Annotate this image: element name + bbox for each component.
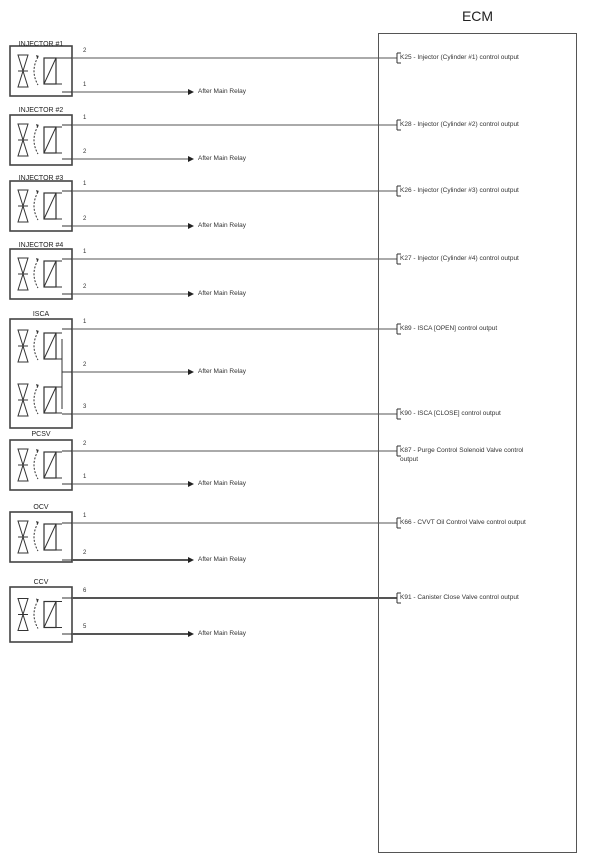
component-label-1: INJECTOR #2: [18, 107, 64, 114]
relay-arrow-4-1: [188, 369, 194, 375]
ecm-signal-label-3-0: K27 - Injector (Cylinder #4) control output: [400, 255, 519, 262]
ecm-signal-label-5-0: K87 - Purge Control Solenoid Valve control output: [400, 447, 524, 463]
relay-arrow-5-1: [188, 481, 194, 487]
pin-number-4-1: 2: [83, 362, 87, 368]
relay-arrow-0-1: [188, 89, 194, 95]
relay-label-7-1: After Main Relay: [198, 630, 247, 637]
pin-number-0-1: 1: [83, 82, 87, 88]
relay-label-4-1: After Main Relay: [198, 368, 247, 375]
pin-number-7-1: 5: [83, 624, 87, 630]
pin-number-5-1: 1: [83, 474, 87, 480]
relay-arrow-6-1: [188, 557, 194, 563]
ecm-signal-label-0-0: K25 - Injector (Cylinder #1) control output: [400, 54, 519, 61]
solenoid-symbol-1-0: [18, 124, 62, 156]
pin-number-7-0: 6: [83, 588, 87, 594]
pin-number-2-0: 1: [83, 181, 87, 187]
relay-arrow-2-1: [188, 223, 194, 229]
pin-number-2-1: 2: [83, 216, 87, 222]
component-label-0: INJECTOR #1: [18, 41, 64, 48]
ecm-signal-label-4-2: K90 - ISCA [CLOSE] control output: [400, 410, 501, 417]
solenoid-symbol-0-0: [18, 55, 62, 87]
pin-number-3-1: 2: [83, 284, 87, 290]
solenoid-symbol-4-0: [18, 330, 62, 362]
relay-label-5-1: After Main Relay: [198, 480, 247, 487]
relay-arrow-1-1: [188, 156, 194, 162]
ecm-block: [378, 33, 577, 853]
solenoid-symbol-3-0: [18, 258, 62, 290]
relay-label-3-1: After Main Relay: [198, 290, 247, 297]
relay-label-2-1: After Main Relay: [198, 222, 247, 229]
component-label-2: INJECTOR #3: [18, 175, 64, 182]
ecm-signal-label-7-0: K91 - Canister Close Valve control output: [400, 594, 519, 601]
pin-number-6-0: 1: [83, 513, 87, 519]
solenoid-symbol-7-0: [18, 599, 62, 631]
ecm-signal-label-6-0: K66 - CVVT Oil Control Valve control output: [400, 519, 526, 526]
pin-number-5-0: 2: [83, 441, 87, 447]
component-label-7: CCV: [33, 579, 49, 586]
ecm-signal-label-2-0: K26 - Injector (Cylinder #3) control output: [400, 187, 519, 194]
solenoid-symbol-5-0: [18, 449, 62, 481]
ecm-signal-label-1-0: K28 - Injector (Cylinder #2) control output: [400, 121, 519, 128]
relay-label-6-1: After Main Relay: [198, 556, 247, 563]
solenoid-symbol-2-0: [18, 190, 62, 222]
component-label-6: OCV: [33, 504, 49, 511]
pin-number-1-1: 2: [83, 149, 87, 155]
pin-number-4-0: 1: [83, 319, 87, 325]
solenoid-symbol-4-1: [18, 384, 62, 416]
relay-label-1-1: After Main Relay: [198, 155, 247, 162]
solenoid-symbol-6-0: [18, 521, 62, 553]
pin-number-6-1: 2: [83, 550, 87, 556]
ecm-signal-label-4-0: K89 - ISCA [OPEN] control output: [400, 325, 498, 332]
pin-number-1-0: 1: [83, 115, 87, 121]
component-label-5: PCSV: [31, 431, 51, 438]
pin-number-3-0: 1: [83, 249, 87, 255]
component-label-4: ISCA: [32, 311, 50, 318]
relay-label-0-1: After Main Relay: [198, 88, 247, 95]
relay-arrow-3-1: [188, 291, 194, 297]
pin-number-4-2: 3: [83, 404, 87, 410]
ecm-title: ECM: [461, 8, 494, 24]
pin-number-0-0: 2: [83, 48, 87, 54]
relay-arrow-7-1: [188, 631, 194, 637]
component-label-3: INJECTOR #4: [18, 242, 64, 249]
